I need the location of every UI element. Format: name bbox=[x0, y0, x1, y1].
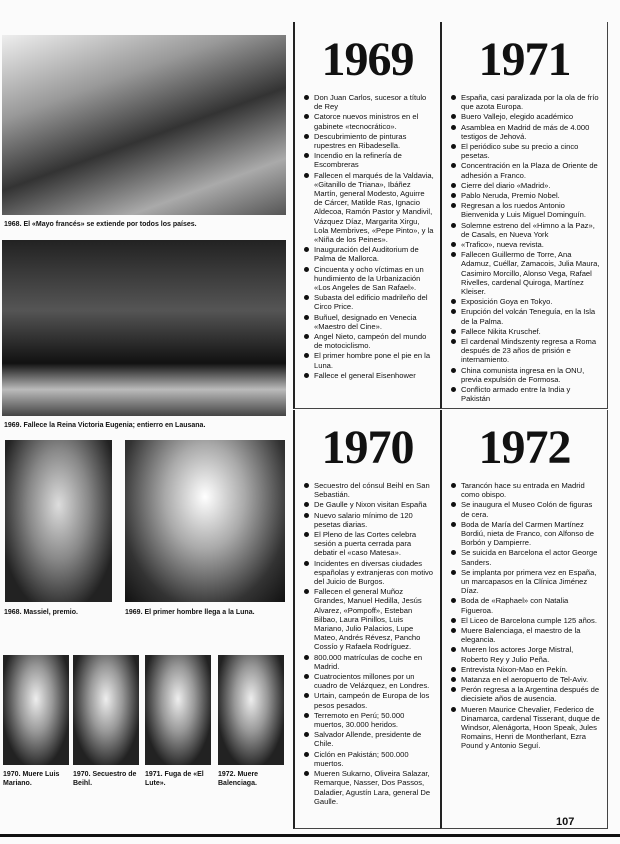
event-item: El Liceo de Barcelona cumple 125 años. bbox=[450, 616, 601, 625]
event-item: El cardenal Mindszenty regresa a Roma después de 23 años de prisión e internamiento. bbox=[450, 337, 601, 365]
event-item: Concentración en la Plaza de Oriente de adhesión a Franco. bbox=[450, 161, 601, 179]
event-item: Erupción del volcán Teneguía, en la Isla de la Palma. bbox=[450, 307, 601, 325]
event-item: Mueren los actores Jorge Mistral, Roberto Rey y Julio Peña. bbox=[450, 645, 601, 663]
event-item: Tarancón hace su entrada en Madrid como obispo. bbox=[450, 481, 601, 499]
event-item: «Trafico», nueva revista. bbox=[450, 240, 601, 249]
event-item: Incendio en la refinería de Escombreras bbox=[303, 151, 434, 169]
event-item: Fallecen el marqués de la Valdavia, «Gitanillo de Triana», Ibáñez Martín, general Modesto, Aguirre de Cárcer, Matilde Ras, Ignacio Aldecoa, Ramón Pastor y Mandivil, Vázquez Díaz, Margarita Xirgu, Lola Membrives, «Pepe Pinto», y la «Niña de los Peines». bbox=[303, 171, 434, 245]
page-number: 107 bbox=[556, 816, 575, 828]
photo-funeral-victoria-eugenia bbox=[2, 240, 286, 416]
event-item: Boda de «Raphael» con Natalia Figueroa. bbox=[450, 596, 601, 614]
event-item: Fallece el general Eisenhower bbox=[303, 371, 434, 380]
event-item: Pablo Neruda, Premio Nobel. bbox=[450, 191, 601, 200]
event-item: Se suicida en Barcelona el actor George Sanders. bbox=[450, 548, 601, 566]
photo-caption: 1969. Fallece la Reina Victoria Eugenia; entierro en Lausana. bbox=[4, 422, 206, 429]
event-item: Catorce nuevos ministros en el gabinete «tecnocrático». bbox=[303, 112, 434, 130]
event-item: 800.000 matrículas de coche en Madrid. bbox=[303, 653, 434, 671]
photo-massiel bbox=[5, 440, 112, 602]
event-item: Subasta del edificio madrileño del Circo Price. bbox=[303, 293, 434, 311]
photo-caption: 1972. Muere Balenciaga. bbox=[218, 771, 259, 787]
year-box-1971 bbox=[440, 22, 608, 409]
photo-caption: 1969. El primer hombre llega a la Luna. bbox=[125, 609, 255, 616]
event-item: El primer hombre pone el pie en la Luna. bbox=[303, 351, 434, 369]
event-item: El periódico sube su precio a cinco pesetas. bbox=[450, 142, 601, 160]
photo-caption: 1968. Massiel, premio. bbox=[4, 609, 78, 616]
event-item: Fallecen el general Muñoz Grandes, Manuel Hedilla, Jesús Alvarez, «Pompoff», Esteban Bilbao, Laura Pinillos, Luis Mariano, Julio Palacios, Lupe Mateo, Andrés Révesz, Pancho Cossío y Rafaela Rodríguez. bbox=[303, 587, 434, 651]
photo-moon-landing bbox=[125, 440, 285, 602]
event-item: El Pleno de las Cortes celebra sesión a puerta cerrada para debatir el «caso Matesa». bbox=[303, 530, 434, 558]
event-item: Inauguración del Auditorium de Palma de Mallorca. bbox=[303, 245, 434, 263]
year-heading: 1969 bbox=[321, 33, 414, 86]
photo-caption: 1970. Muere Luis Mariano. bbox=[3, 771, 60, 787]
portrait-balenciaga bbox=[218, 655, 284, 765]
event-item: Urtain, campeón de Europa de los pesos pesados. bbox=[303, 691, 434, 709]
event-item: Salvador Allende, presidente de Chile. bbox=[303, 730, 434, 748]
year-box-1969 bbox=[293, 22, 440, 409]
event-item: Cierre del diario «Madrid». bbox=[450, 181, 601, 190]
event-list bbox=[442, 481, 607, 751]
event-item: Regresan a los ruedos Antonio Bienvenida y Luis Miguel Dominguín. bbox=[450, 201, 601, 219]
event-item: Don Juan Carlos, sucesor a título de Rey bbox=[303, 93, 434, 111]
event-item: Cincuenta y ocho víctimas en un hundimiento de la Urbanización «Los Angeles de San Rafael». bbox=[303, 265, 434, 293]
event-item: Buero Vallejo, elegido académico bbox=[450, 112, 601, 121]
event-item: China comunista ingresa en la ONU, previa expulsión de Formosa. bbox=[450, 366, 601, 384]
year-heading: 1972 bbox=[478, 421, 571, 474]
event-item: Matanza en el aeropuerto de Tel-Aviv. bbox=[450, 675, 601, 684]
event-item: Terremoto en Perú; 50.000 muertos, 30.000 heridos. bbox=[303, 711, 434, 729]
photo-caption: 1971. Fuga de «El Lute». bbox=[145, 771, 204, 787]
photo-caption: 1968. El «Mayo francés» se extiende por todos los países. bbox=[4, 221, 197, 228]
portrait-luis-mariano bbox=[3, 655, 69, 765]
event-item: Buñuel, designado en Venecia «Maestro del Cine». bbox=[303, 313, 434, 331]
event-item: Conflicto armado entre la India y Pakistán bbox=[450, 385, 601, 403]
photo-caption: 1970. Secuestro de Beihl. bbox=[73, 771, 137, 787]
event-item: Se implanta por primera vez en España, un marcapasos en la Clínica Jiménez Díaz. bbox=[450, 568, 601, 596]
event-item: Se inaugura el Museo Colón de figuras de cera. bbox=[450, 500, 601, 518]
event-item: De Gaulle y Nixon visitan España bbox=[303, 500, 434, 509]
event-item: España, casi paralizada por la ola de frío que azota Europa. bbox=[450, 93, 601, 111]
event-item: Incidentes en diversas ciudades españolas y extranjeras con motivo del Juicio de Burgos. bbox=[303, 559, 434, 587]
year-heading: 1971 bbox=[478, 33, 571, 86]
year-box-1972 bbox=[440, 410, 608, 829]
event-item: Mueren Maurice Chevalier, Federico de Dinamarca, cardenal Tisserant, duque de Windsor, Alenágorta, Hoon Speak, Jules Romains, Henri de Montherlant, Ezra Pound y Antonio Seguí. bbox=[450, 705, 601, 751]
event-item: Nuevo salario mínimo de 120 pesetas diarias. bbox=[303, 511, 434, 529]
event-item: Secuestro del cónsul Beihl en San Sebastián. bbox=[303, 481, 434, 499]
event-item: Asamblea en Madrid de más de 4.000 testigos de Jehová. bbox=[450, 123, 601, 141]
portrait-el-lute bbox=[145, 655, 211, 765]
event-item: Boda de María del Carmen Martínez Bordiú, nieta de Franco, con Alfonso de Borbón y Dampierre. bbox=[450, 520, 601, 548]
bottom-rule bbox=[0, 834, 620, 837]
photo-mayo-frances bbox=[2, 35, 286, 215]
event-item: Ciclón en Pakistán; 500.000 muertos. bbox=[303, 750, 434, 768]
event-item: Fallece Nikita Kruschef. bbox=[450, 327, 601, 336]
event-item: Angel Nieto, campeón del mundo de motociclismo. bbox=[303, 332, 434, 350]
event-item: Solemne estreno del «Himno a la Paz», de Casals, en Nueva York bbox=[450, 221, 601, 239]
event-list bbox=[295, 481, 440, 806]
event-item: Exposición Goya en Tokyo. bbox=[450, 297, 601, 306]
year-box-1970 bbox=[293, 410, 440, 829]
year-heading: 1970 bbox=[321, 421, 414, 474]
event-item: Perón regresa a la Argentina después de diecisiete años de ausencia. bbox=[450, 685, 601, 703]
event-list bbox=[295, 93, 440, 380]
event-item: Mueren Sukarno, Oliveira Salazar, Remarque, Nasser, Dos Passos, Daladier, Agustín Lara, general De Gaulle. bbox=[303, 769, 434, 806]
event-item: Muere Balenciaga, el maestro de la elegancia. bbox=[450, 626, 601, 644]
event-item: Fallecen Guillermo de Torre, Ana Adamuz, Cuéllar, Zamacois, Julia Maura, Casimiro Morcillo, Alonso Vega, Rafael Rivelles, cardenal Quiroga, Martínez Kleiser. bbox=[450, 250, 601, 296]
event-item: Cuatrocientos millones por un cuadro de Velázquez, en Londres. bbox=[303, 672, 434, 690]
event-item: Descubrimiento de pinturas rupestres en Ribadesella. bbox=[303, 132, 434, 150]
portrait-beihl bbox=[73, 655, 139, 765]
event-item: Entrevista Nixon-Mao en Pekín. bbox=[450, 665, 601, 674]
event-list bbox=[442, 93, 607, 404]
